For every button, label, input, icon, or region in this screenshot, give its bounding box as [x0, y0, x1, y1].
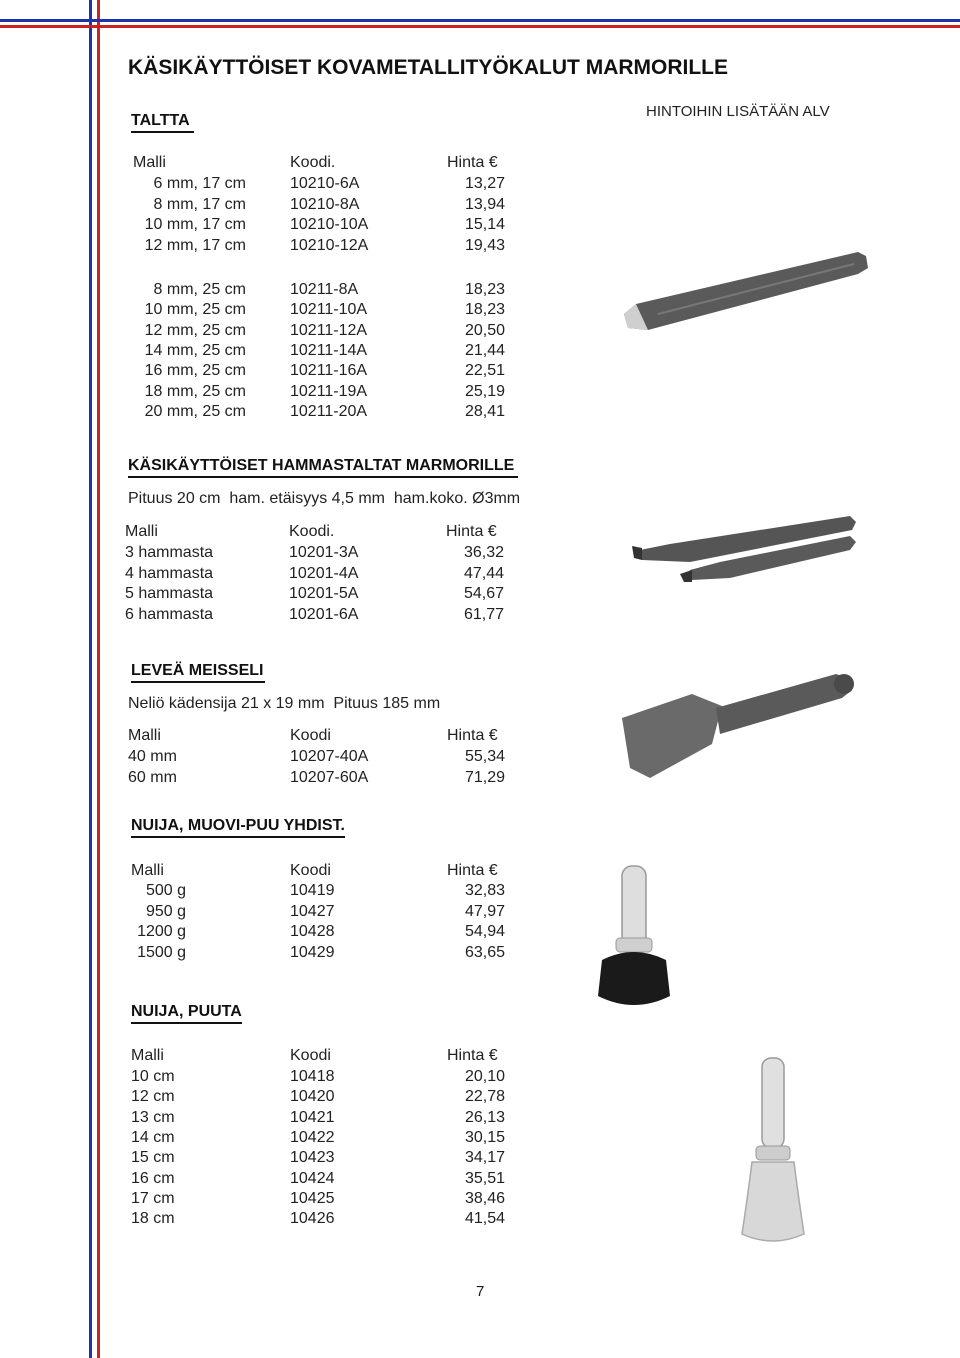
cell-malli: 8 mm, 17 cm [153, 195, 246, 213]
cell-hinta: 25,19 [464, 382, 505, 400]
cell-malli: 12 mm, 17 cm [144, 236, 246, 254]
header-malli: Malli [131, 862, 164, 879]
cell-koodi: 10210-12A [290, 236, 369, 254]
cell-malli: 950 g [145, 902, 186, 920]
header-hinta: Hinta € [447, 862, 498, 879]
header-koodi: Koodi. [289, 523, 335, 540]
cell-hinta: 35,51 [464, 1169, 505, 1187]
cell-hinta: 15,14 [464, 216, 505, 233]
cell-hinta: 63,65 [464, 943, 505, 961]
table-row [0, 605, 960, 625]
cell-malli: 16 mm, 25 cm [144, 362, 246, 380]
cell-malli: 10 mm, 17 cm [144, 216, 246, 233]
cell-hinta: 20,50 [464, 321, 505, 339]
cell-hinta: 71,29 [464, 768, 505, 786]
cell-malli: 4 hammasta [125, 564, 214, 582]
border-rule-red-horizontal [0, 25, 960, 28]
vat-note: HINTOIHIN LISÄTÄÄN ALV [646, 103, 830, 120]
table-row [0, 402, 960, 422]
cell-koodi: 10201-6A [289, 605, 359, 623]
cell-hinta: 13,27 [464, 175, 505, 192]
table-row [0, 215, 960, 235]
cell-malli: 40 mm [128, 748, 177, 765]
header-hinta: Hinta € [447, 154, 498, 171]
table-row [0, 382, 960, 402]
cell-koodi: 10423 [290, 1149, 335, 1167]
cell-malli: 18 cm [131, 1210, 175, 1228]
cell-hinta: 18,23 [464, 301, 505, 319]
cell-malli: 10 cm [131, 1068, 175, 1085]
cell-malli: 17 cm [131, 1189, 175, 1207]
cell-malli: 8 mm, 25 cm [153, 281, 246, 298]
cell-koodi: 10422 [290, 1128, 335, 1146]
cell-hinta: 55,34 [464, 748, 505, 765]
cell-hinta: 19,43 [464, 236, 505, 254]
cell-hinta: 18,23 [464, 281, 505, 298]
cell-koodi: 10211-16A [290, 362, 368, 380]
header-malli: Malli [125, 523, 158, 540]
cell-malli: 12 cm [131, 1088, 175, 1106]
cell-koodi: 10210-10A [290, 216, 369, 233]
cell-hinta: 54,67 [463, 585, 504, 602]
cell-malli: 60 mm [128, 768, 177, 786]
page-number: 7 [476, 1283, 485, 1300]
cell-koodi: 10424 [290, 1169, 335, 1187]
header-malli: Malli [128, 727, 161, 744]
nuija-muovi-header [0, 861, 960, 881]
cell-koodi: 10211-20A [290, 402, 368, 420]
meisseli-note: Neliö kädensija 21 x 19 mm Pituus 185 mm [128, 695, 441, 712]
cell-koodi: 10419 [290, 882, 335, 899]
table-row [0, 902, 960, 922]
border-rule-blue-horizontal [0, 19, 960, 22]
cell-koodi: 10427 [290, 902, 335, 920]
cell-koodi: 10421 [290, 1108, 335, 1126]
cell-malli: 500 g [145, 882, 186, 899]
cell-malli: 18 mm, 25 cm [144, 382, 246, 400]
table-row [0, 361, 960, 381]
cell-hinta: 28,41 [464, 402, 505, 420]
cell-hinta: 47,97 [464, 902, 505, 920]
taltta-header [0, 153, 960, 173]
section-title-nuija-muovi: NUIJA, MUOVI-PUU YHDIST. [131, 817, 345, 838]
cell-malli: 16 cm [131, 1169, 175, 1187]
cell-koodi: 10426 [290, 1210, 335, 1228]
tooth-chisel-image [630, 508, 860, 586]
cell-malli: 1500 g [137, 943, 186, 961]
cell-koodi: 10207-40A [290, 748, 369, 765]
wide-chisel-image [612, 664, 862, 784]
cell-koodi: 10211-8A [290, 281, 359, 298]
header-malli: Malli [131, 1047, 164, 1064]
cell-hinta: 22,78 [464, 1088, 505, 1106]
section-title-taltta: TALTTA [131, 112, 194, 133]
header-malli: Malli [133, 154, 166, 171]
cell-hinta: 47,44 [463, 564, 504, 582]
section-title-nuija-puu: NUIJA, PUUTA [131, 1003, 242, 1024]
cell-hinta: 30,15 [464, 1128, 505, 1146]
cell-koodi: 10201-5A [289, 585, 359, 602]
cell-malli: 13 cm [131, 1108, 175, 1126]
hammastaltat-note: Pituus 20 cm ham. etäisyys 4,5 mm ham.koko. Ø3mm [128, 490, 521, 507]
wooden-mallet-image [730, 1054, 820, 1254]
header-hinta: Hinta € [447, 1047, 498, 1064]
table-row [0, 174, 960, 194]
cell-koodi: 10428 [290, 923, 335, 940]
cell-hinta: 20,10 [464, 1068, 505, 1085]
cell-hinta: 26,13 [464, 1108, 505, 1126]
cell-koodi: 10207-60A [290, 768, 369, 786]
table-row [0, 195, 960, 215]
section-title-hammastaltat: KÄSIKÄYTTÖISET HAMMASTALTAT MARMORILLE [128, 457, 518, 478]
cell-koodi: 10418 [290, 1068, 335, 1085]
cell-koodi: 10420 [290, 1088, 335, 1106]
cell-hinta: 61,77 [463, 605, 504, 623]
cell-hinta: 41,54 [464, 1210, 505, 1228]
cell-koodi: 10211-14A [290, 341, 368, 359]
header-hinta: Hinta € [446, 523, 497, 540]
cell-malli: 5 hammasta [125, 585, 214, 602]
cell-malli: 1200 g [137, 923, 186, 940]
cell-hinta: 21,44 [464, 341, 505, 359]
header-koodi: Koodi. [290, 154, 336, 171]
cell-malli: 20 mm, 25 cm [144, 402, 246, 420]
cell-malli: 10 mm, 25 cm [144, 301, 246, 319]
cell-malli: 14 cm [131, 1128, 175, 1146]
table-row [0, 943, 960, 963]
table-row [0, 881, 960, 901]
cell-hinta: 54,94 [464, 923, 505, 940]
cell-malli: 12 mm, 25 cm [144, 321, 246, 339]
cell-koodi: 10210-6A [290, 175, 360, 192]
cell-hinta: 32,83 [464, 882, 505, 899]
header-koodi: Koodi [290, 727, 331, 744]
header-koodi: Koodi [290, 862, 331, 879]
header-hinta: Hinta € [447, 727, 498, 744]
cell-malli: 15 cm [131, 1149, 175, 1167]
cell-malli: 14 mm, 25 cm [144, 341, 246, 359]
cell-malli: 3 hammasta [125, 544, 214, 561]
cell-hinta: 36,32 [463, 544, 504, 561]
header-koodi: Koodi [290, 1047, 331, 1064]
cell-hinta: 38,46 [464, 1189, 505, 1207]
table-row [0, 922, 960, 942]
cell-koodi: 10211-10A [290, 301, 368, 319]
cell-hinta: 34,17 [464, 1149, 505, 1167]
cell-malli: 6 mm, 17 cm [153, 175, 246, 192]
cell-koodi: 10211-12A [290, 321, 368, 339]
cell-malli: 6 hammasta [125, 605, 214, 623]
cell-koodi: 10425 [290, 1189, 335, 1207]
cell-koodi: 10201-3A [289, 544, 359, 561]
cell-hinta: 22,51 [464, 362, 505, 380]
table-row [0, 584, 960, 604]
cell-koodi: 10201-4A [289, 564, 359, 582]
cell-koodi: 10429 [290, 943, 335, 961]
chisel-image [618, 244, 874, 344]
cell-hinta: 13,94 [464, 195, 505, 213]
cell-koodi: 10211-19A [290, 382, 368, 400]
plastic-mallet-image [590, 860, 710, 1020]
page-title: KÄSIKÄYTTÖISET KOVAMETALLITYÖKALUT MARMORILLE [128, 56, 729, 79]
section-title-meisseli: LEVEÄ MEISSELI [131, 662, 265, 683]
cell-koodi: 10210-8A [290, 195, 360, 213]
